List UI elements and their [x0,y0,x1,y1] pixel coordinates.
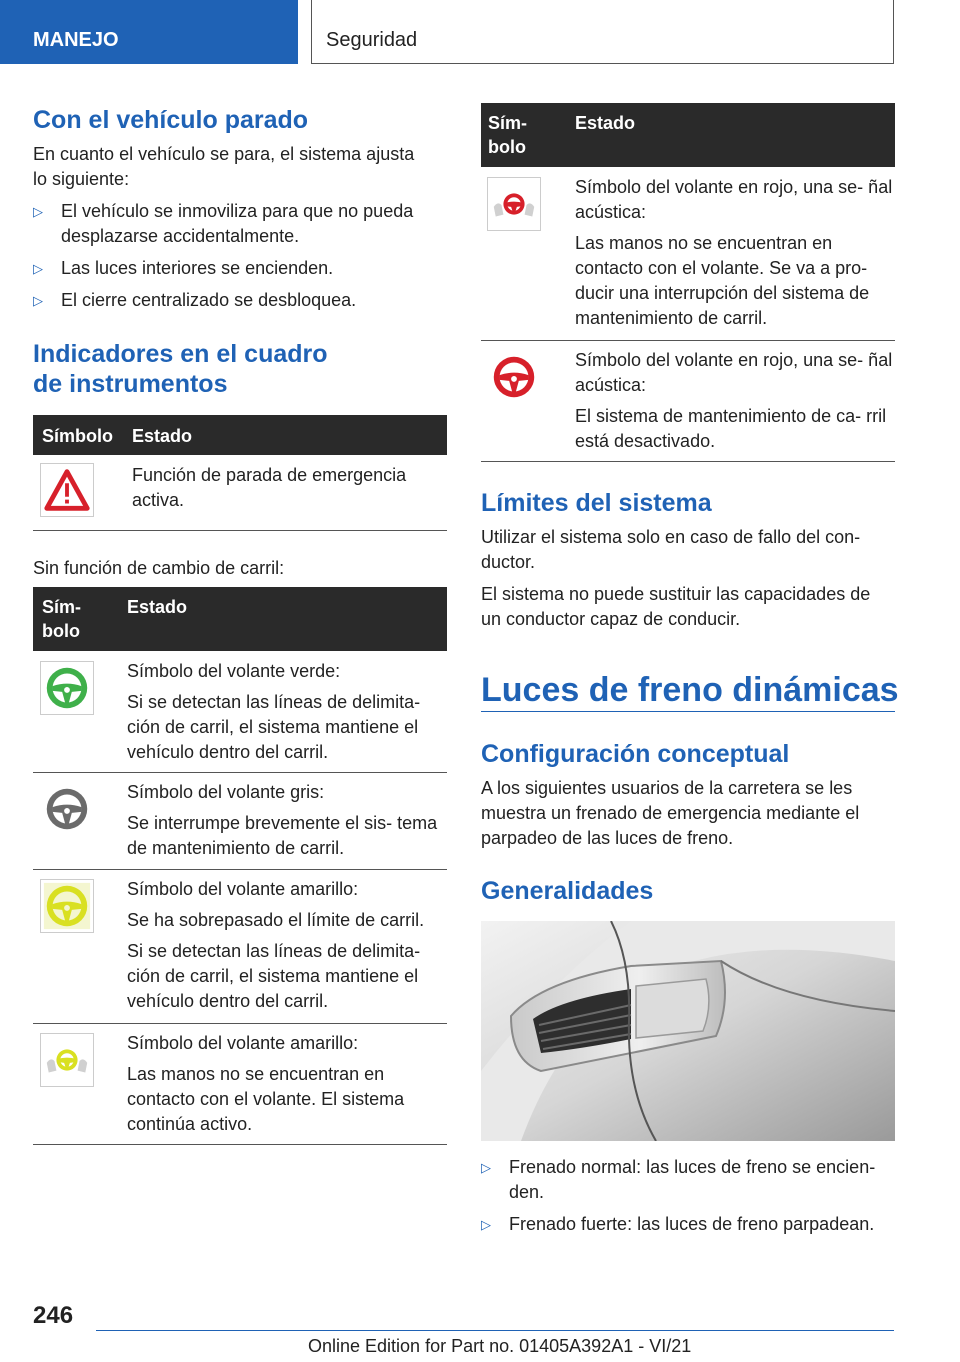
state-cell: Símbolo del volante gris: Se interrumpe brevemente el sis- tema de mantenimiento de carril. [127,782,438,858]
col-symbol: Sím- bolo [488,113,528,157]
table-row [481,167,895,341]
topic-tab [311,0,894,64]
steering-wheel-red-icon [487,350,541,404]
state-cell: Función de parada de emergencia activa. [132,465,407,510]
heading-vehiculo-parado: Con el vehículo parado [33,106,309,134]
steering-wheel-green-icon [40,661,94,715]
state-cell: Símbolo del volante amarillo: Las manos no se encuentran en contacto con el volante. El sistema continúa activo. [127,1033,405,1134]
heading-indicadores: Indicadores en el cuadro de instrumentos [33,340,328,398]
section-tab [0,0,298,64]
list-item: ▷ Frenado normal: las luces de freno se encien- den. [481,1157,876,1202]
bullet-triangle-icon: ▷ [33,293,43,308]
para-limites-1: Utilizar el sistema solo en caso de fallo del con- ductor. [481,527,861,572]
col-state: Estado [127,597,188,617]
footer-rule [96,1330,894,1331]
heading-rule [481,711,895,712]
table-row [33,1023,447,1145]
steering-wheel-gray-icon [40,782,94,836]
para-parado: En cuanto el vehículo se para, el sistema ajusta lo siguiente: [33,144,415,189]
state-cell: Símbolo del volante amarillo: Se ha sobrepasado el límite de carril. Si se detectan las líneas de delimita- ción de carril, el sistema mantiene el vehículo dentro del carril. [127,879,425,1011]
table-header [33,587,447,651]
state-cell: Símbolo del volante verde: Si se detectan las líneas de delimita- ción de carril, el sistema mantiene el vehículo dentro del carril. [127,661,421,762]
para-configuracion: A los siguientes usuarios de la carretera se les muestra un frenado de emergencia mediante el parpadeo de las luces de freno. [481,778,860,848]
col-symbol: Símbolo [42,426,113,446]
steering-wheel-hands-yellow-icon [40,1033,94,1087]
bullet-triangle-icon: ▷ [33,261,43,276]
para-sin-funcion: Sin función de cambio de carril: [33,558,285,578]
heading-luces-freno: Luces de freno dinámicas [481,671,899,709]
table-row [33,772,447,870]
steering-wheel-yellow-icon [40,879,94,933]
bullet-triangle-icon: ▷ [33,204,43,219]
col-state: Estado [132,426,193,446]
heading-generalidades: Generalidades [481,877,654,905]
table-row [33,869,447,1024]
list-item: ▷ Frenado fuerte: las luces de freno parpadean. [481,1212,895,1237]
table-header [481,103,895,167]
col-state: Estado [575,113,636,133]
topic-label: Seguridad [326,29,418,51]
state-cell: Símbolo del volante en rojo, una se- ñal acústica: Las manos no se encuentran en contacto con el volante. Se va a pro- ducir una interrupción del sistema de mantenimiento de carril. [575,177,893,328]
table-row [33,455,447,531]
table-row [481,340,895,462]
steering-wheel-hands-red-icon [487,177,541,231]
list-item: ▷ Las luces interiores se encienden. [33,256,438,281]
bullet-triangle-icon: ▷ [481,1160,491,1175]
col-symbol: Sím- bolo [42,597,82,641]
state-cell: Símbolo del volante en rojo, una se- ñal acústica: El sistema de mantenimiento de ca- rril está desactivado. [575,350,893,451]
section-label: MANEJO [33,29,119,51]
para-limites-2: El sistema no puede sustituir las capacidades de un conductor capaz de conducir. [481,584,871,629]
edition-text: Online Edition for Part no. 01405A392A1 - VI/21 [308,1336,692,1356]
list-item: ▷ El vehículo se inmoviliza para que no pueda desplazarse accidentalmente. [33,201,414,246]
heading-limites: Límites del sistema [481,489,712,517]
table-header [33,415,447,455]
heading-configuracion: Configuración conceptual [481,740,790,768]
taillight-photo [481,921,895,1141]
list-item: ▷ El cierre centralizado se desbloquea. [33,288,438,313]
page-number: 246 [33,1302,74,1329]
bullet-triangle-icon: ▷ [481,1217,491,1232]
warning-triangle-icon [40,463,94,517]
table-row [33,651,447,773]
